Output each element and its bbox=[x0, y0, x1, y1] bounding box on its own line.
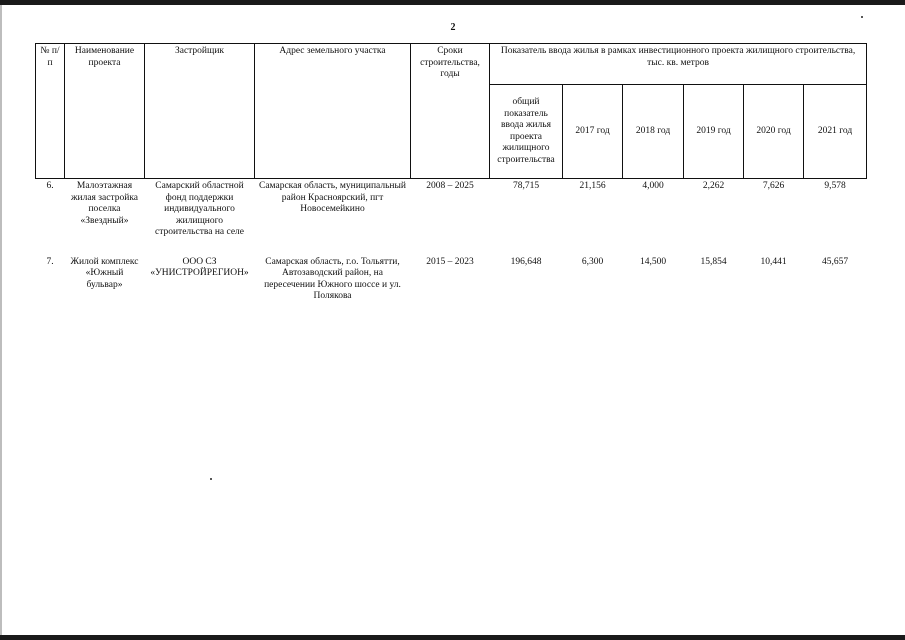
scan-border-bottom bbox=[0, 635, 905, 640]
table-row bbox=[36, 179, 867, 255]
row-index: 7. bbox=[46, 256, 54, 267]
table-header-row bbox=[36, 44, 867, 85]
scan-border-left bbox=[0, 5, 2, 635]
row-index: 6. bbox=[46, 181, 54, 191]
row-value-2021: 45,657 bbox=[821, 256, 849, 267]
row-total: 78,715 bbox=[512, 181, 540, 191]
row-value-2020: 10,441 bbox=[760, 256, 787, 267]
header-total: общий показатель ввода жилья проекта жилищного строительства bbox=[490, 85, 563, 179]
scan-speck bbox=[210, 478, 212, 480]
row-period: 2008 – 2025 bbox=[426, 181, 474, 191]
housing-projects-table bbox=[35, 43, 867, 319]
scan-border-top bbox=[0, 0, 905, 5]
table-row bbox=[36, 255, 867, 319]
header-project-name: Наименование проекта bbox=[65, 44, 145, 179]
row-period: 2015 – 2023 bbox=[426, 256, 474, 267]
row-value-2019: 15,854 bbox=[700, 256, 727, 267]
row-value-2018: 4,000 bbox=[642, 181, 664, 191]
header-year-2021: 2021 год bbox=[804, 85, 867, 179]
row-project-name: Малоэтажная жилая застройка поселка «Звездный» bbox=[70, 181, 139, 226]
row-total: 196,648 bbox=[510, 256, 542, 267]
row-project-name: Жилой комплекс «Южный бульвар» bbox=[70, 256, 139, 290]
row-address: Самарская область, муниципальный район Красноярский, пгт Новосемейкино bbox=[259, 181, 406, 214]
row-value-2021: 9,578 bbox=[824, 181, 846, 191]
row-value-2019: 2,262 bbox=[702, 181, 725, 191]
header-year-2017: 2017 год bbox=[563, 85, 623, 179]
header-year-2020: 2020 год bbox=[744, 85, 804, 179]
row-value-2017: 21,156 bbox=[579, 181, 606, 191]
header-indicator-group: Показатель ввода жилья в рамках инвестиционного проекта жилищного строительства, тыс. кв. метров bbox=[490, 44, 867, 85]
header-year-2019: 2019 год bbox=[684, 85, 744, 179]
page-number: 2 bbox=[450, 22, 456, 33]
row-address: Самарская область, г.о. Тольятти, Автозаводский район, на пересечении Южного шоссе и ул. Полякова bbox=[264, 256, 401, 301]
header-address: Адрес земельного участка bbox=[255, 44, 411, 179]
row-value-2020: 7,626 bbox=[762, 181, 785, 191]
scan-speck bbox=[861, 16, 863, 18]
row-value-2017: 6,300 bbox=[581, 256, 604, 267]
header-developer: Застройщик bbox=[145, 44, 255, 179]
header-construction-period: Сроки строительства, годы bbox=[411, 44, 490, 179]
header-index: № п/п bbox=[36, 44, 65, 179]
header-year-2018: 2018 год bbox=[623, 85, 684, 179]
row-developer: ООО СЗ «УНИСТРОЙРЕГИОН» bbox=[150, 256, 249, 278]
row-value-2018: 14,500 bbox=[639, 256, 667, 267]
row-developer: Самарский областной фонд поддержки индивидуального жилищного строительства на селе bbox=[154, 181, 244, 237]
